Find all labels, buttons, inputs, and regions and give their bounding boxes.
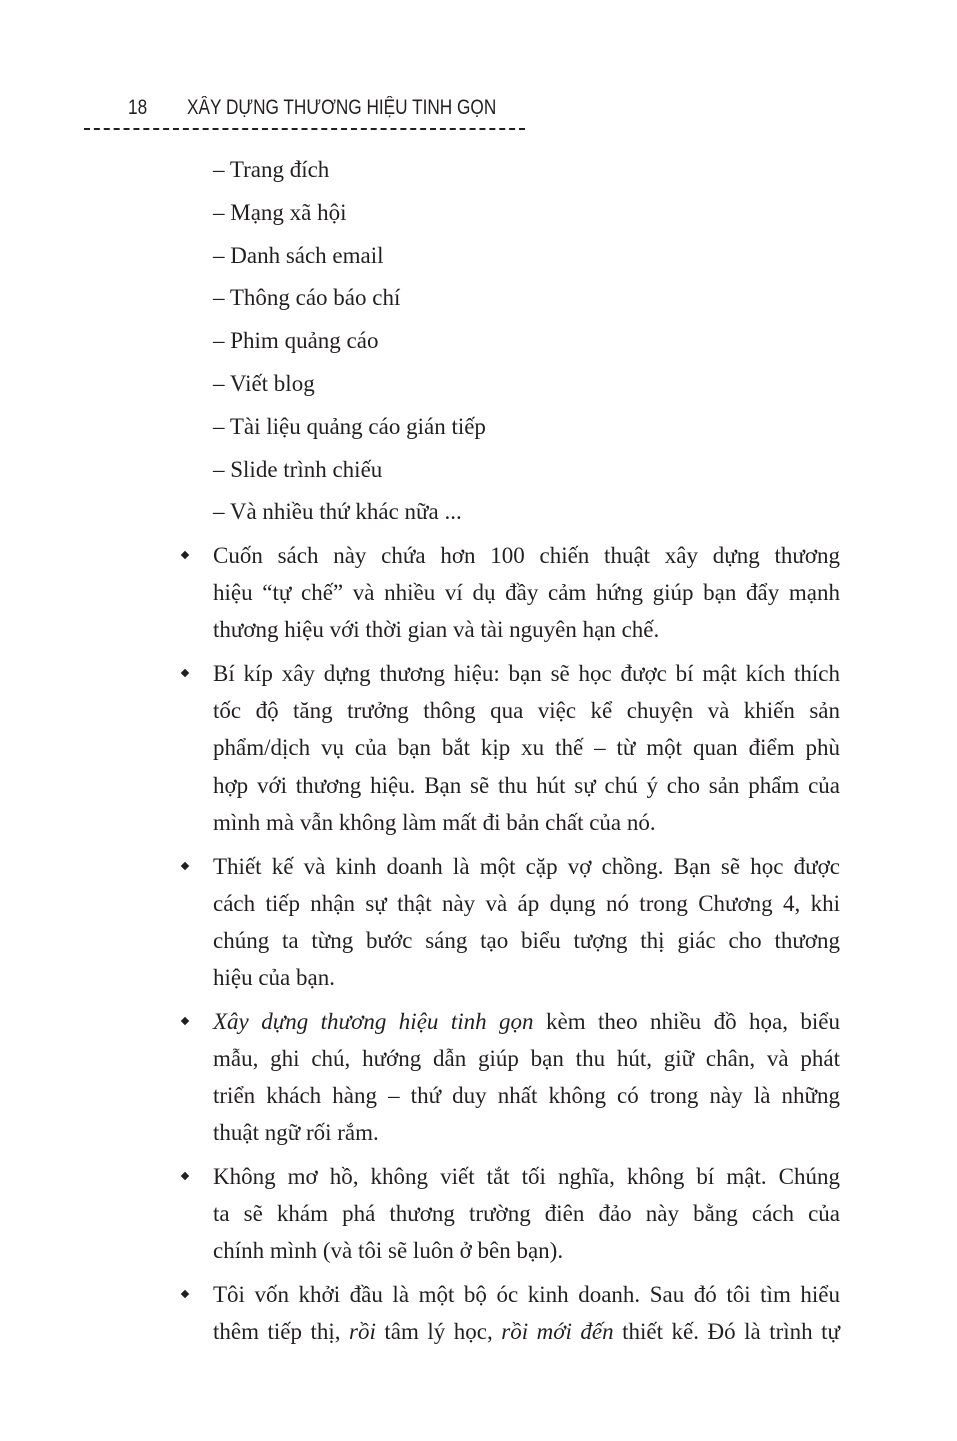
bullet-item-no-ambiguity <box>176 1158 840 1270</box>
bullet-item-graphics <box>176 1003 840 1152</box>
italic-run: rồi <box>349 1319 376 1345</box>
text-line: thương hiệu với thời gian và tài nguyên hạn chế. <box>213 617 660 643</box>
dash-list-item: – Tài liệu quảng cáo gián tiếp <box>213 413 486 439</box>
book-title: XÂY DỰNG THƯƠNG HIỆU TINH GỌN <box>187 96 497 119</box>
dash-list-item: – Viết blog <box>213 370 315 396</box>
text-line: mình mà vẫn không làm mất đi bản chất của nó. <box>213 809 656 835</box>
text-line: hiệu “tự chế” và nhiều ví dụ đầy cảm hứng giúp bạn đẩy mạnh <box>213 580 840 606</box>
dash-list-item: – Phim quảng cáo <box>213 328 379 354</box>
text-line: hợp với thương hiệu. Bạn sẽ thu hút sự chú ý cho sản phẩm của <box>213 772 840 798</box>
bullet-item-brand-secret <box>176 655 840 841</box>
text-line: mẫu, ghi chú, hướng dẫn giúp bạn thu hút, giữ chân, và phát <box>213 1045 840 1071</box>
text-line: tốc độ tăng trưởng thông qua việc kể chuyện và khiến sản <box>213 698 840 724</box>
text-line: chúng ta từng bước sáng tạo biểu tượng thị giác cho thương <box>213 927 840 953</box>
text-line: Thiết kế và kinh doanh là một cặp vợ chồng. Bạn sẽ học được <box>213 853 840 879</box>
header-dashed-rule <box>84 128 525 130</box>
text-line: chính mình (và tôi sẽ luôn ở bên bạn). <box>213 1238 564 1264</box>
diamond-bullet-icon <box>181 669 189 677</box>
dash-list-item: – Mạng xã hội <box>213 199 347 225</box>
dash-list-item: – Thông cáo báo chí <box>213 285 401 311</box>
bullet-item-design-business <box>176 848 840 997</box>
diamond-bullet-icon <box>181 1172 189 1180</box>
text-line <box>213 1003 840 1040</box>
dash-list-item: – Slide trình chiếu <box>213 456 383 482</box>
text-line: thuật ngữ rối rắm. <box>213 1120 379 1146</box>
bullet-list <box>176 537 840 1357</box>
dash-list-item: – Danh sách email <box>213 242 384 268</box>
diamond-bullet-icon <box>181 1290 189 1298</box>
text-line: phẩm/dịch vụ của bạn bắt kịp xu thế – từ một quan điểm phù <box>213 735 840 761</box>
italic-book-title: Xây dựng thương hiệu tinh gọn <box>213 1008 534 1034</box>
text-line: ta sẽ khám phá thương trường điên đảo này bằng cách của <box>213 1201 840 1227</box>
dash-list <box>213 152 486 537</box>
diamond-bullet-icon <box>181 861 189 869</box>
running-header <box>128 96 496 126</box>
text-run: thêm tiếp thị, <box>213 1319 350 1345</box>
bullet-item-author-background <box>176 1276 840 1350</box>
dash-list-item: – Trang đích <box>213 157 330 182</box>
text-run: tâm lý học, <box>375 1319 502 1345</box>
text-line: hiệu của bạn. <box>213 965 335 991</box>
diamond-bullet-icon <box>181 551 189 559</box>
dash-list-item: – Và nhiều thứ khác nữa ... <box>213 499 462 525</box>
text-run: kèm theo nhiều đồ họa, biểu <box>533 1008 841 1034</box>
text-line: triển khách hàng – thứ duy nhất không có trong này là những <box>213 1083 840 1109</box>
bullet-item-100-tactics <box>176 537 840 649</box>
text-line <box>213 1313 840 1350</box>
page-number: 18 <box>128 96 148 119</box>
diamond-bullet-icon <box>181 1017 189 1025</box>
italic-run: rồi mới đến <box>501 1319 614 1345</box>
text-line: Cuốn sách này chứa hơn 100 chiến thuật xây dựng thương <box>213 543 840 568</box>
text-run: thiết kế. Đó là trình tự <box>613 1319 841 1345</box>
text-line: Không mơ hồ, không viết tắt tối nghĩa, không bí mật. Chúng <box>213 1164 840 1189</box>
text-line: Bí kíp xây dựng thương hiệu: bạn sẽ học được bí mật kích thích <box>213 661 840 687</box>
text-line: cách tiếp nhận sự thật này và áp dụng nó trong Chương 4, khi <box>213 890 840 916</box>
text-line: Tôi vốn khởi đầu là một bộ óc kinh doanh. Sau đó tôi tìm hiểu <box>213 1282 840 1308</box>
